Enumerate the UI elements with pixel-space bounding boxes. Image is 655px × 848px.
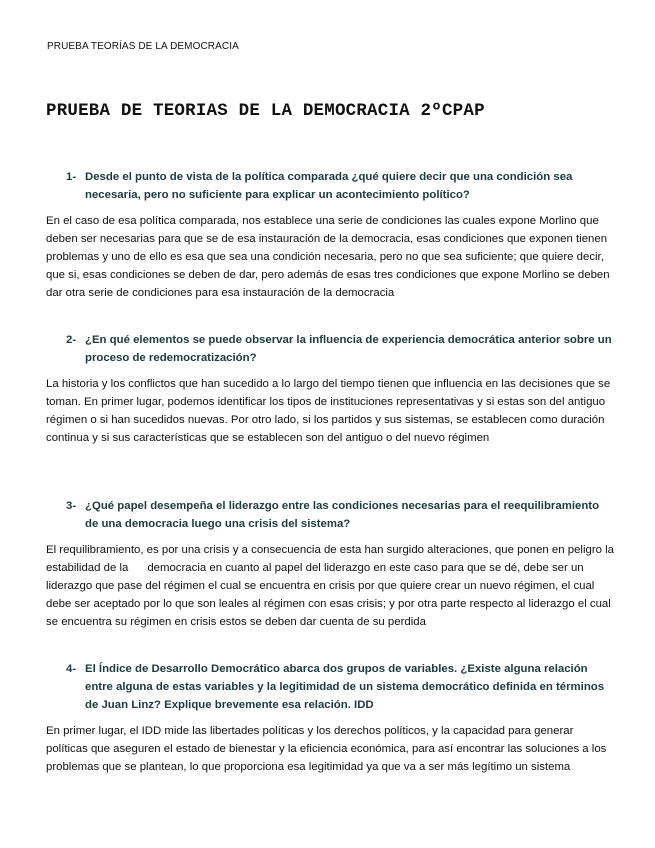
question-number: 4- xyxy=(66,663,77,675)
question-text: Desde el punto de vista de la política comparada ¿qué quiere decir que una condición sea necesaria, pero no suficiente para explicar un acontecimiento político? xyxy=(85,171,573,201)
answer-1: En el caso de esa política comparada, nos establece una serie de condiciones las cuales expone Morlino que deben ser necesarias para que se de esa instauración de la democracia, esas condiciones que exponen tienen problemas y uno de ello es esa que sea una condición necesaria, pero no que sea suficiente; que quiere decir, que si, esas condiciones se deben de dar, pero además de esas tres condiciones que expone Morlino se deben dar otra serie de condiciones para esa instauración de la democracia xyxy=(46,215,610,299)
question-text: ¿Qué papel desempeña el liderazgo entre las condiciones necesarias para el reequilibramiento de una democracia luego una crisis del sistema? xyxy=(85,500,600,530)
question-3 xyxy=(66,497,614,533)
question-4 xyxy=(66,660,614,714)
question-number: 2- xyxy=(66,334,77,346)
question-number: 3- xyxy=(66,500,77,512)
question-2 xyxy=(66,331,614,367)
answer-2: La historia y los conflictos que han sucedido a lo largo del tiempo tienen que influencia en las decisiones que se toman. En primer lugar, podemos identificar los tipos de instituciones representativas y si estas son del antiguo régimen o si han sucedidos nuevas. Por otro lado, si los partidos y sus sistemas, se establecen como duración continua y si sus características que se establecen son del antiguo o del nuevo régimen xyxy=(46,378,611,444)
question-number: 1- xyxy=(66,171,77,183)
running-header: PRUEBA TEORÍAS DE LA DEMOCRACIA xyxy=(47,41,239,52)
answer-4: En primer lugar, el IDD mide las libertades políticas y los derechos políticos, y la capacidad para generar políticas que aseguren el estado de bienestar y la eficiencia económica, para así encontrar las soluciones a los problemas que se plantean, lo que proporciona esa legitimidad ya que va a ser más legítimo un sistema xyxy=(46,725,607,773)
question-text: ¿En qué elementos se puede observar la influencia de experiencia democrática anterior sobre un proceso de redemocratización? xyxy=(85,334,612,364)
question-text: El Índice de Desarrollo Democrático abarca dos grupos de variables. ¿Existe alguna relación entre alguna de estas variables y la legitimidad de un sistema democrático definida en términos de Juan Linz? Explique brevemente esa relación. IDD xyxy=(85,663,605,711)
answer-3: El requilibramiento, es por una crisis y a consecuencia de esta han surgido alteraciones, que ponen en peligro la estabilidad de la democracia en cuanto al papel del liderazgo en este caso para que se dé, debe ser un liderazgo que pase del régimen el cual se encuentra en crisis por que quiere crear un nuevo régimen, el cual debe ser aceptado por lo que son leales al régimen con esas crisis; y por otra parte respecto al liderazgo el cual se encuentra su régimen en crisis estos se deben dar cuenta de su perdida xyxy=(46,544,618,628)
question-1 xyxy=(66,168,614,204)
document-title: PRUEBA DE TEORIAS DE LA DEMOCRACIA 2ºCPAP xyxy=(46,101,485,121)
